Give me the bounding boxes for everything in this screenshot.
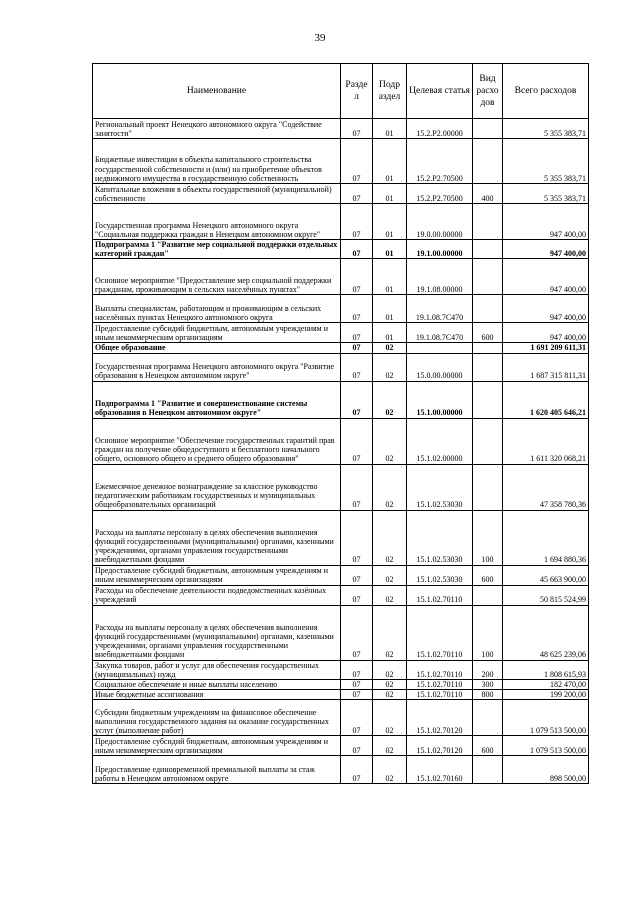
row-target: 15.2.Р2.00000 xyxy=(407,119,473,139)
row-target: 15.0.00.00000 xyxy=(407,353,473,381)
row-section: 07 xyxy=(341,565,373,585)
row-name: Социальное обеспечение и иные выплаты населению xyxy=(93,680,341,690)
row-target: 15.1.02.53030 xyxy=(407,464,473,510)
row-section: 07 xyxy=(341,139,373,184)
row-subsection: 01 xyxy=(373,119,407,139)
table-row xyxy=(93,690,589,700)
row-section: 07 xyxy=(341,323,373,343)
row-total: 947 400,00 xyxy=(503,204,589,240)
table-row xyxy=(93,510,589,565)
row-total: 1 611 320 068,21 xyxy=(503,418,589,464)
row-type xyxy=(473,204,503,240)
row-type: 400 xyxy=(473,184,503,204)
row-subsection: 02 xyxy=(373,464,407,510)
table-row xyxy=(93,139,589,184)
row-type: 800 xyxy=(473,690,503,700)
table-row xyxy=(93,353,589,381)
row-subsection: 02 xyxy=(373,343,407,353)
table-row xyxy=(93,204,589,240)
row-target: 15.1.02.70120 xyxy=(407,736,473,756)
row-name: Расходы на выплаты персоналу в целях обеспечения выполнения функций государственными (муниципальными) органами, казенными учреждениями, органами управления государственными внебюджетными фондами xyxy=(93,510,341,565)
page-number: 39 xyxy=(314,32,326,44)
row-section: 07 xyxy=(341,464,373,510)
row-total: 1 620 405 646,21 xyxy=(503,381,589,418)
row-name: Ежемесячное денежное вознаграждение за классное руководство педагогическим работникам государственных и муниципальных общеобразовательных организаций xyxy=(93,464,341,510)
row-section: 07 xyxy=(341,184,373,204)
row-type xyxy=(473,700,503,736)
row-section: 07 xyxy=(341,690,373,700)
row-target xyxy=(407,343,473,353)
row-target: 15.1.02.70110 xyxy=(407,660,473,679)
table-row xyxy=(93,736,589,756)
table-row xyxy=(93,605,589,660)
row-target: 15.1.02.00000 xyxy=(407,418,473,464)
row-total: 947 400,00 xyxy=(503,259,589,295)
row-type xyxy=(473,240,503,259)
row-target: 15.2.Р2.70500 xyxy=(407,184,473,204)
row-total: 947 400,00 xyxy=(503,240,589,259)
header-target: Целевая статья xyxy=(407,64,473,119)
row-section: 07 xyxy=(341,204,373,240)
row-subsection: 01 xyxy=(373,323,407,343)
row-section: 07 xyxy=(341,510,373,565)
row-subsection: 02 xyxy=(373,756,407,784)
row-name: Предоставление субсидий бюджетным, автономным учреждениям и иным некоммерческим организациям xyxy=(93,323,341,343)
row-subsection: 01 xyxy=(373,184,407,204)
table-row xyxy=(93,295,589,323)
row-total: 50 815 524,99 xyxy=(503,585,589,605)
row-type xyxy=(473,464,503,510)
row-section: 07 xyxy=(341,680,373,690)
table-row xyxy=(93,660,589,679)
row-name: Закупка товаров, работ и услуг для обеспечения государственных (муниципальных) нужд xyxy=(93,660,341,679)
row-subsection: 02 xyxy=(373,605,407,660)
row-total: 1 079 513 500,00 xyxy=(503,736,589,756)
row-type xyxy=(473,418,503,464)
row-section: 07 xyxy=(341,240,373,259)
row-total: 1 694 880,36 xyxy=(503,510,589,565)
row-total: 5 355 383,71 xyxy=(503,119,589,139)
table-row xyxy=(93,680,589,690)
table-row xyxy=(93,585,589,605)
row-type xyxy=(473,353,503,381)
row-total: 47 358 780,36 xyxy=(503,464,589,510)
row-target: 15.1.02.70110 xyxy=(407,605,473,660)
row-target: 15.1.02.70110 xyxy=(407,585,473,605)
row-total: 182 470,00 xyxy=(503,680,589,690)
row-name: Основное мероприятие "Обеспечение государственных гарантий прав граждан на получение общедоступного и бесплатного начального общего, основного общего и среднего общего образования" xyxy=(93,418,341,464)
row-type xyxy=(473,259,503,295)
row-subsection: 02 xyxy=(373,565,407,585)
table-row xyxy=(93,323,589,343)
row-target: 15.1.02.70110 xyxy=(407,680,473,690)
row-section: 07 xyxy=(341,756,373,784)
table-row xyxy=(93,119,589,139)
header-section: Разде л xyxy=(341,64,373,119)
row-target: 19.1.00.00000 xyxy=(407,240,473,259)
row-name: Капитальные вложения в объекты государственной (муниципальной) собственности xyxy=(93,184,341,204)
row-target: 15.2.Р2.70500 xyxy=(407,139,473,184)
header-type: Вид расхо дов xyxy=(473,64,503,119)
row-total: 1 687 315 811,31 xyxy=(503,353,589,381)
row-section: 07 xyxy=(341,343,373,353)
row-target: 15.1.02.53030 xyxy=(407,565,473,585)
row-name: Расходы на выплаты персоналу в целях обеспечения выполнения функций государственными (муниципальными) органами, казенными учреждениями, органами управления государственными внебюджетными фондами xyxy=(93,605,341,660)
table-row xyxy=(93,343,589,353)
row-total: 45 663 900,00 xyxy=(503,565,589,585)
row-section: 07 xyxy=(341,660,373,679)
row-target: 15.1.00.00000 xyxy=(407,381,473,418)
row-total: 947 400,00 xyxy=(503,323,589,343)
row-name: Региональный проект Ненецкого автономного округа "Содействие занятости" xyxy=(93,119,341,139)
header-name: Наименование xyxy=(93,64,341,119)
table-row xyxy=(93,418,589,464)
row-type xyxy=(473,119,503,139)
row-name: Иные бюджетные ассигнования xyxy=(93,690,341,700)
table-body xyxy=(93,119,589,784)
table-row xyxy=(93,259,589,295)
table-row xyxy=(93,240,589,259)
row-section: 07 xyxy=(341,259,373,295)
row-subsection: 02 xyxy=(373,353,407,381)
row-type: 100 xyxy=(473,510,503,565)
row-total: 199 200,00 xyxy=(503,690,589,700)
row-subsection: 01 xyxy=(373,240,407,259)
table-row xyxy=(93,700,589,736)
row-total: 898 500,00 xyxy=(503,756,589,784)
budget-table xyxy=(92,63,589,784)
row-name: Субсидии бюджетным учреждениям на финансовое обеспечение выполнения государственного задания на оказание государственных услуг (выполнение работ) xyxy=(93,700,341,736)
row-subsection: 02 xyxy=(373,660,407,679)
row-name: Предоставление субсидий бюджетным, автономным учреждениям и иным некоммерческим организациям xyxy=(93,736,341,756)
row-target: 15.1.02.70110 xyxy=(407,690,473,700)
row-type xyxy=(473,295,503,323)
row-section: 07 xyxy=(341,736,373,756)
row-type xyxy=(473,139,503,184)
row-target: 15.1.02.70160 xyxy=(407,756,473,784)
row-subsection: 02 xyxy=(373,680,407,690)
row-name: Государственная программа Ненецкого автономного округа "Социальная поддержка граждан в Ненецком автономном округе" xyxy=(93,204,341,240)
row-subsection: 02 xyxy=(373,418,407,464)
row-name: Предоставление единовременной премиальной выплаты за стаж работы в Ненецком автономном округе xyxy=(93,756,341,784)
row-type: 600 xyxy=(473,736,503,756)
row-section: 07 xyxy=(341,381,373,418)
row-type: 300 xyxy=(473,680,503,690)
row-name: Бюджетные инвестиции в объекты капитального строительства государственной собственности и (или) на приобретение объектов недвижимого имущества в государственную собственность xyxy=(93,139,341,184)
table-row xyxy=(93,756,589,784)
row-subsection: 01 xyxy=(373,295,407,323)
row-section: 07 xyxy=(341,700,373,736)
row-section: 07 xyxy=(341,119,373,139)
row-target: 19.1.08.7С470 xyxy=(407,295,473,323)
row-type: 600 xyxy=(473,565,503,585)
row-subsection: 02 xyxy=(373,510,407,565)
row-name: Основное мероприятие "Предоставление мер социальной поддержки гражданам, проживающим в сельских населённых пунктах" xyxy=(93,259,341,295)
row-type xyxy=(473,585,503,605)
table-row xyxy=(93,381,589,418)
row-section: 07 xyxy=(341,605,373,660)
row-section: 07 xyxy=(341,418,373,464)
row-section: 07 xyxy=(341,585,373,605)
row-target: 19.1.08.7С470 xyxy=(407,323,473,343)
row-type: 200 xyxy=(473,660,503,679)
row-subsection: 02 xyxy=(373,381,407,418)
row-target: 15.1.02.70120 xyxy=(407,700,473,736)
row-total: 5 355 383,71 xyxy=(503,139,589,184)
row-type xyxy=(473,756,503,784)
row-type: 100 xyxy=(473,605,503,660)
row-type: 600 xyxy=(473,323,503,343)
row-name: Подпрограмма 1 "Развитие мер социальной поддержки отдельных категорий граждан" xyxy=(93,240,341,259)
row-name: Подпрограмма 1 "Развитие и совершенствование системы образования в Ненецком автономном округе" xyxy=(93,381,341,418)
table-header-row xyxy=(93,64,589,119)
row-total: 947 400,00 xyxy=(503,295,589,323)
row-total: 1 808 615,93 xyxy=(503,660,589,679)
row-name: Расходы на обеспечение деятельности подведомственных казённых учреждений xyxy=(93,585,341,605)
row-name: Выплаты специалистам, работающим и проживающим в сельских населённых пунктах Ненецкого автономного округа xyxy=(93,295,341,323)
row-target: 19.0.00.00000 xyxy=(407,204,473,240)
table-row xyxy=(93,184,589,204)
row-type xyxy=(473,343,503,353)
row-target: 15.1.02.53030 xyxy=(407,510,473,565)
row-subsection: 02 xyxy=(373,585,407,605)
row-name: Общее образование xyxy=(93,343,341,353)
row-target: 19.1.08.00000 xyxy=(407,259,473,295)
header-subsection: Подр аздел xyxy=(373,64,407,119)
row-subsection: 01 xyxy=(373,259,407,295)
table-row xyxy=(93,565,589,585)
row-total: 1 691 209 611,31 xyxy=(503,343,589,353)
row-subsection: 02 xyxy=(373,700,407,736)
row-section: 07 xyxy=(341,295,373,323)
row-subsection: 02 xyxy=(373,736,407,756)
row-total: 48 625 239,06 xyxy=(503,605,589,660)
row-total: 1 079 513 500,00 xyxy=(503,700,589,736)
row-subsection: 02 xyxy=(373,690,407,700)
row-type xyxy=(473,381,503,418)
row-total: 5 355 383,71 xyxy=(503,184,589,204)
row-subsection: 01 xyxy=(373,139,407,184)
row-subsection: 01 xyxy=(373,204,407,240)
row-name: Предоставление субсидий бюджетным, автономным учреждениям и иным некоммерческим организациям xyxy=(93,565,341,585)
table-row xyxy=(93,464,589,510)
row-name: Государственная программа Ненецкого автономного округа "Развитие образования в Ненецком автономном округе" xyxy=(93,353,341,381)
row-section: 07 xyxy=(341,353,373,381)
header-total: Всего расходов xyxy=(503,64,589,119)
